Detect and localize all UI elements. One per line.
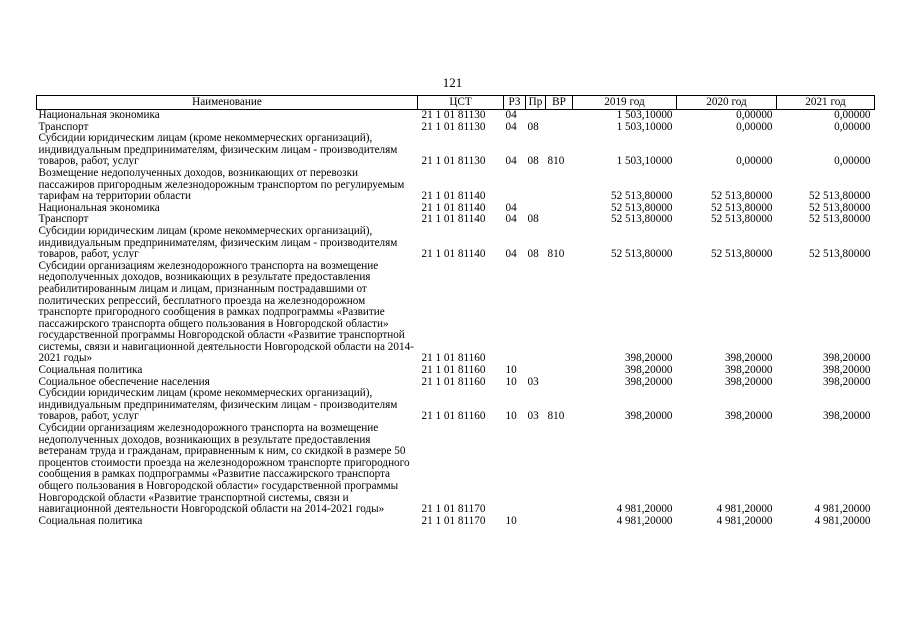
header-cst: ЦСТ: [418, 96, 504, 110]
cell-cst: 21 1 01 81160: [421, 352, 486, 365]
cell-2019: 1 503,10000: [616, 109, 673, 121]
table-row: [37, 516, 875, 528]
cell-rz: 10: [505, 410, 517, 423]
cell-vr: 810: [547, 410, 565, 423]
page-number: 121: [442, 75, 463, 90]
cell-2020: 4 981,20000: [716, 503, 773, 516]
cell-name: Социальная политика: [38, 514, 143, 527]
cell-rz: 10: [505, 514, 517, 527]
cell-cst: 21 1 01 81160: [421, 375, 486, 388]
table-row: [37, 110, 875, 122]
cell-name: Субсидии организациям железнодорожного транспорта на возмещение недополученных доходов, возникающих в результате предоставления реабилитированным лицам и лицам, признанным пострадавшими от политических репрессий, бесплатного проезда на железнодорожном транспорте пригородного сообщения в рамках подпрограммы «Развитие пассажирского транспорта общего пользования в Новгородской области» государственной программы Новгородской области «Развитие транспортной системы, связи и навигационной деятельности Новгородской области на 2014-2021 годы»: [38, 259, 414, 365]
cell-2019: 398,20000: [624, 364, 673, 377]
cell-2021: 0,00000: [834, 109, 871, 121]
cell-vr: [546, 214, 573, 226]
cell-pr: [526, 261, 546, 365]
cell-2020: 0,00000: [736, 109, 773, 121]
header-rz: РЗ: [504, 96, 526, 110]
table-row: [37, 168, 875, 203]
cell-vr: [546, 423, 573, 516]
cell-2019: 398,20000: [624, 410, 673, 423]
cell-2020: 52 513,80000: [710, 190, 773, 203]
cell-cst: 21 1 01 81140: [421, 213, 486, 226]
cell-pr: [526, 423, 546, 516]
cell-2020: 398,20000: [724, 375, 773, 388]
table-row: [37, 226, 875, 261]
cell-vr: [546, 203, 573, 215]
cell-2021: 4 981,20000: [814, 514, 871, 527]
cell-vr: [546, 110, 573, 122]
cell-cst: 21 1 01 81170: [421, 514, 486, 527]
cell-2021: 52 513,80000: [808, 201, 871, 214]
cell-2019: 52 513,80000: [610, 190, 673, 203]
header-2020: 2020 год: [677, 96, 777, 110]
budget-table: [36, 95, 875, 527]
table-body: [37, 110, 875, 528]
cell-2020: 52 513,80000: [710, 248, 773, 261]
cell-vr: [546, 365, 573, 377]
cell-vr: 810: [547, 248, 565, 261]
cell-cst: 21 1 01 81140: [421, 190, 486, 203]
cell-name: Социальная политика: [38, 364, 143, 377]
cell-pr: 03: [527, 375, 539, 388]
cell-pr: 03: [527, 410, 539, 423]
cell-cst: 21 1 01 81140: [421, 201, 486, 214]
cell-pr: [526, 168, 546, 203]
cell-2020: 398,20000: [724, 364, 773, 377]
table-row: [37, 365, 875, 377]
cell-2019: 1 503,10000: [616, 155, 673, 168]
cell-name: Субсидии юридическим лицам (кроме некоммерческих организаций), индивидуальным предпринимателям, физическим лицам - производителям товаров, работ, услуг: [38, 224, 398, 261]
cell-name: Национальная экономика: [38, 201, 160, 214]
cell-rz: [504, 168, 526, 203]
cell-2021: 398,20000: [822, 410, 871, 423]
cell-cst: 21 1 01 81160: [421, 364, 486, 377]
cell-vr: [546, 516, 573, 528]
cell-rz: 04: [505, 213, 517, 226]
cell-name: Субсидии юридическим лицам (кроме некоммерческих организаций), индивидуальным предпринимателям, физическим лицам - производителям товаров, работ, услуг: [38, 387, 398, 423]
cell-2019: 52 513,80000: [610, 201, 673, 214]
cell-pr: [526, 110, 546, 122]
cell-2021: 398,20000: [822, 352, 871, 365]
cell-cst: 21 1 01 81130: [421, 155, 486, 168]
cell-2019: 1 503,10000: [616, 120, 673, 133]
cell-2020: 52 513,80000: [710, 213, 773, 226]
cell-name: Социальное обеспечение населения: [38, 375, 210, 388]
cell-pr: 08: [527, 248, 539, 261]
header-2021: 2021 год: [777, 96, 875, 110]
cell-pr: 08: [527, 155, 539, 168]
cell-pr: [526, 365, 546, 377]
cell-rz: 10: [505, 375, 517, 388]
cell-2019: 398,20000: [624, 375, 673, 388]
cell-2021: 4 981,20000: [814, 503, 871, 516]
cell-name: Субсидии юридическим лицам (кроме некоммерческих организаций), индивидуальным предпринимателям, физическим лицам - производителям товаров, работ, услуг: [38, 132, 398, 168]
cell-rz: 10: [505, 364, 517, 377]
cell-2019: 52 513,80000: [610, 213, 673, 226]
cell-vr: [546, 168, 573, 203]
cell-cst: 21 1 01 81170: [421, 503, 486, 516]
cell-2021: 398,20000: [822, 375, 871, 388]
table-row: [37, 388, 875, 423]
header-vr: ВР: [546, 96, 573, 110]
table-row: [37, 133, 875, 168]
cell-rz: 04: [505, 109, 517, 121]
cell-2021: 52 513,80000: [808, 213, 871, 226]
cell-2021: 398,20000: [822, 364, 871, 377]
table-row: [37, 261, 875, 365]
cell-pr: 08: [527, 120, 539, 133]
cell-2019: 4 981,20000: [616, 503, 673, 516]
cell-2021: 52 513,80000: [808, 190, 871, 203]
cell-rz: 04: [505, 155, 517, 168]
cell-2019: 52 513,80000: [610, 248, 673, 261]
header-name: Наименование: [37, 96, 418, 110]
cell-2021: 0,00000: [834, 155, 871, 168]
cell-2020: 398,20000: [724, 410, 773, 423]
cell-rz: 04: [505, 201, 517, 214]
cell-cst: 21 1 01 81160: [421, 410, 486, 423]
cell-pr: 08: [527, 213, 539, 226]
cell-vr: 810: [547, 155, 565, 168]
cell-pr: [526, 516, 546, 528]
cell-name: Национальная экономика: [38, 109, 160, 121]
cell-2020: 0,00000: [736, 120, 773, 133]
cell-cst: 21 1 01 81140: [421, 248, 486, 261]
cell-2021: 52 513,80000: [808, 248, 871, 261]
cell-2020: 398,20000: [724, 352, 773, 365]
cell-vr: [546, 377, 573, 389]
cell-rz: 04: [505, 120, 517, 133]
cell-vr: [546, 261, 573, 365]
table-header-row: [37, 96, 875, 110]
cell-2020: 0,00000: [736, 155, 773, 168]
cell-rz: 04: [505, 248, 517, 261]
header-2019: 2019 год: [573, 96, 677, 110]
cell-2019: 4 981,20000: [616, 514, 673, 527]
cell-rz: [504, 423, 526, 516]
cell-2020: 52 513,80000: [710, 201, 773, 214]
cell-2020: 4 981,20000: [716, 514, 773, 527]
cell-name: Транспорт: [38, 213, 89, 226]
cell-name: Транспорт: [38, 120, 89, 133]
cell-rz: [504, 261, 526, 365]
cell-2021: 0,00000: [834, 120, 871, 133]
cell-name: Субсидии организациям железнодорожного транспорта на возмещение недополученных доходов, возникающих в результате предоставления ветеранам труда и гражданам, приравненным к ним, со скидкой в размере 50 процентов стоимости проезда на железнодорожном транспорте пригородного сообщения в рамках подпрограммы «Развитие пассажирского транспорта общего пользования в Новгородской области» государственной программы Новгородской области «Развитие транспортной системы, связи и навигационной деятельности Новгородской области на 2014-2021 годы»: [38, 422, 410, 516]
cell-name: Возмещение недополученных доходов, возникающих от перевозки пассажиров пригородным железнодорожным транспортом по регулируемым тарифам на территории области: [38, 166, 405, 203]
cell-2019: 398,20000: [624, 352, 673, 365]
cell-cst: 21 1 01 81130: [421, 109, 486, 121]
header-pr: Пр: [526, 96, 546, 110]
cell-vr: [546, 122, 573, 134]
table-row: [37, 423, 875, 516]
cell-cst: 21 1 01 81130: [421, 120, 486, 133]
